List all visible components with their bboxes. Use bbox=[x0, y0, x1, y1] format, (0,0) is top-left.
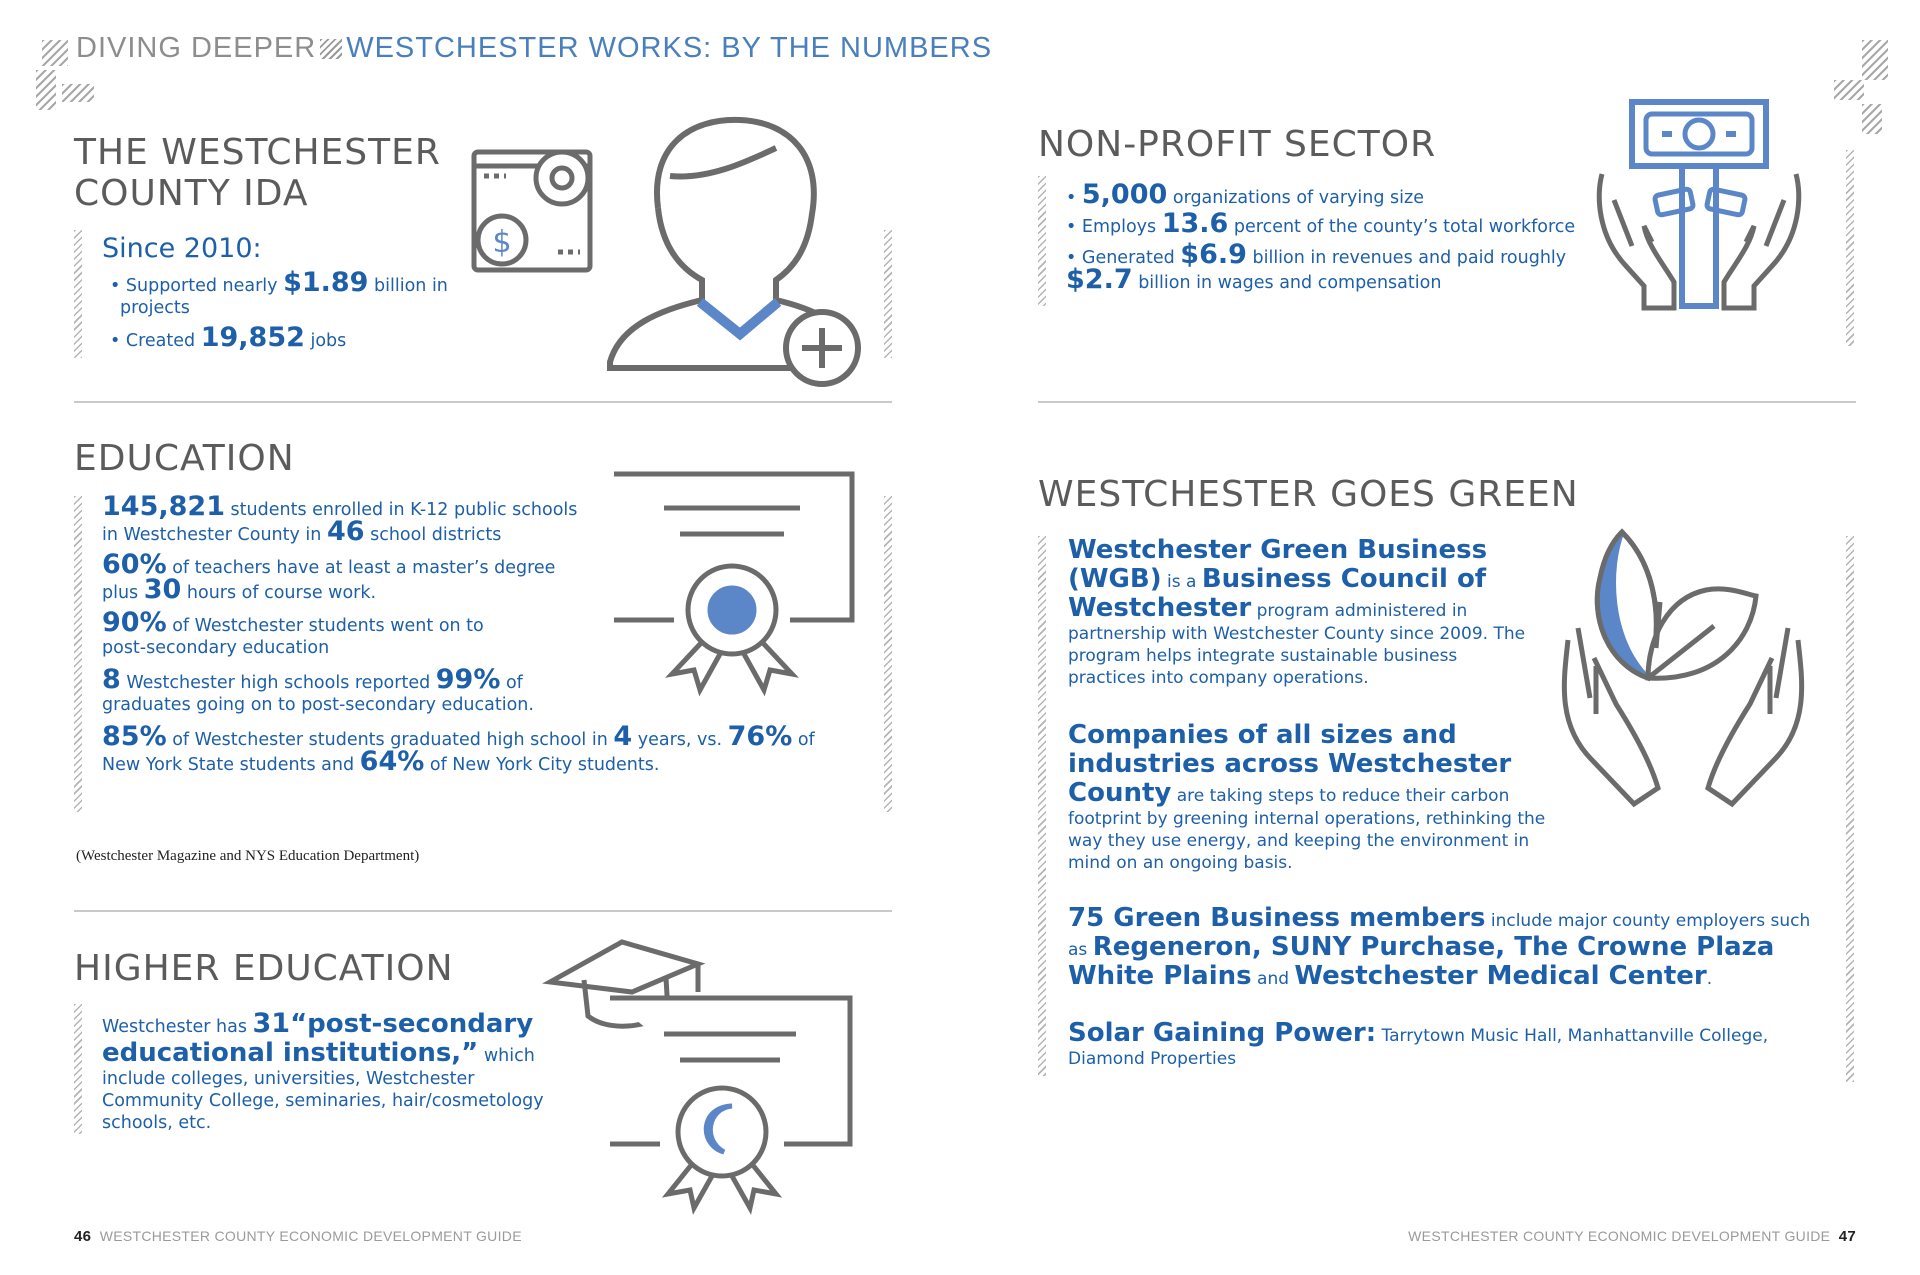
green-p3-t2: and bbox=[1251, 969, 1295, 989]
edu-s1-t2: school districts bbox=[364, 525, 502, 545]
header-separator bbox=[320, 39, 342, 59]
education-citation: (Westchester Magazine and NYS Education Department) bbox=[76, 848, 420, 864]
ida-since: Since 2010: bbox=[102, 233, 262, 264]
edu-s5-v4: 64% bbox=[359, 746, 425, 777]
higher-ed-left-bar bbox=[74, 1004, 82, 1134]
higher-ed-heading: HIGHER EDUCATION bbox=[74, 948, 454, 989]
running-header bbox=[76, 32, 992, 65]
edu-s5-v1: 85% bbox=[102, 721, 167, 752]
edu-s2-t2: hours of course work. bbox=[181, 583, 377, 603]
np-b3-text: billion in revenues and paid roughly bbox=[1246, 248, 1567, 268]
green-p1 bbox=[1068, 536, 1538, 689]
green-heading: WESTCHESTER GOES GREEN bbox=[1038, 474, 1579, 515]
green-p2 bbox=[1068, 721, 1548, 874]
corner-hatch-left bbox=[42, 40, 68, 66]
nonprofit-heading: NON-PROFIT SECTOR bbox=[1038, 124, 1437, 165]
green-right-bar bbox=[1846, 536, 1854, 1082]
svg-text:$: $ bbox=[492, 225, 512, 260]
ida-body bbox=[102, 232, 462, 352]
green-p3-t1: include major county employers such as bbox=[1068, 911, 1811, 960]
nonprofit-body bbox=[1066, 179, 1606, 295]
corner-hatch-left-3 bbox=[62, 84, 94, 102]
footer-left bbox=[74, 1228, 522, 1245]
edu-s1-t1: students enrolled in K-12 public schools in Westchester County in bbox=[102, 500, 578, 545]
edu-s3-v1: 90% bbox=[102, 607, 167, 638]
edu-s1-v2: 46 bbox=[326, 516, 365, 547]
green-p4-t1: Tarrytown Music Hall, Manhattanville College, Diamond Properties bbox=[1068, 1026, 1769, 1069]
edu-s3-t1: of Westchester students went on to post-secondary education bbox=[102, 616, 484, 658]
edu-s5-t2: years, vs. bbox=[632, 730, 728, 750]
footer-right-page: 47 bbox=[1838, 1228, 1856, 1245]
edu-stat-3 bbox=[102, 607, 522, 659]
edu-s5-t4: of New York City students. bbox=[424, 755, 660, 775]
leaf-hands-icon bbox=[1538, 528, 1828, 832]
gear-dollar-icon bbox=[462, 140, 602, 280]
nonprofit-left-bar bbox=[1038, 176, 1046, 306]
green-p4-b1: Solar Gaining Power: bbox=[1068, 1018, 1377, 1048]
edu-stat-2 bbox=[102, 549, 582, 605]
np-b3-pre: • Generated bbox=[1066, 248, 1181, 268]
header-title: WESTCHESTER WORKS: BY THE NUMBERS bbox=[346, 32, 993, 64]
green-p1-b1: Westchester Green Business (WGB) bbox=[1068, 535, 1488, 594]
education-right-bar bbox=[884, 496, 892, 812]
certificate-icon bbox=[610, 470, 860, 690]
edu-s2-t1: of teachers have at least a master’s degree plus bbox=[102, 558, 556, 603]
edu-s4-v2: 99% bbox=[435, 664, 501, 695]
green-p3-b1: 75 Green Business members bbox=[1068, 903, 1486, 933]
green-p1-b2: Business Council of Westchester bbox=[1068, 564, 1487, 623]
np-b1-bullet: • bbox=[1066, 188, 1082, 208]
green-p2-b1: Companies of all sizes and industries across Westchester County bbox=[1068, 720, 1512, 808]
ida-left-bar bbox=[74, 230, 82, 358]
green-p3-b3: Westchester Medical Center bbox=[1294, 961, 1707, 991]
higher-ed-pre: Westchester has bbox=[102, 1017, 253, 1037]
np-b3-text-2: billion in wages and compensation bbox=[1132, 273, 1442, 293]
edu-s5-t3: of New York State students and bbox=[102, 730, 815, 775]
corner-hatch-left-2 bbox=[36, 70, 56, 110]
green-p1-t2: program administered in partnership with Westchester County since 2009. The program helps integrate sustainable business practices into company operations. bbox=[1068, 601, 1526, 688]
edu-s1-v1: 145,821 bbox=[102, 491, 225, 522]
ida-b2-post: jobs bbox=[304, 331, 347, 351]
ida-right-bar bbox=[884, 230, 892, 358]
edu-s5-v3: 76% bbox=[727, 721, 793, 752]
green-p3 bbox=[1068, 904, 1828, 991]
ida-b2-value: 19,852 bbox=[200, 322, 305, 353]
corner-hatch-right-3 bbox=[1862, 104, 1882, 134]
np-b1-text: organizations of varying size bbox=[1167, 188, 1424, 208]
edu-s5-v2: 4 bbox=[613, 721, 633, 752]
ida-heading: THE WESTCHESTER COUNTY IDA bbox=[74, 132, 441, 214]
green-p1-t1: is a bbox=[1161, 572, 1202, 592]
edu-stat-5 bbox=[102, 721, 842, 777]
money-hands-icon bbox=[1592, 96, 1806, 312]
ida-b1-post: billion in projects bbox=[120, 276, 448, 318]
edu-s2-v2: 30 bbox=[143, 574, 182, 605]
np-b3-value-2: $2.7 bbox=[1066, 264, 1133, 295]
edu-stat-4 bbox=[102, 664, 582, 716]
divider-left-1 bbox=[74, 401, 892, 403]
np-b2-pre: • Employs bbox=[1066, 217, 1162, 237]
ida-b2-pre: • Created bbox=[110, 331, 201, 351]
green-p2-t1: are taking steps to reduce their carbon footprint by greening internal operations, rethinking the way they use energy, and keeping the environment in mind on an ongoing basis. bbox=[1068, 786, 1546, 873]
footer-left-text: WESTCHESTER COUNTY ECONOMIC DEVELOPMENT GUIDE bbox=[99, 1228, 522, 1244]
higher-ed-quote: “post-secondary educational institutions,” bbox=[102, 1009, 534, 1068]
edu-s4-t1: Westchester high schools reported bbox=[120, 673, 436, 693]
education-left-bar bbox=[74, 496, 82, 812]
corner-hatch-right bbox=[1862, 40, 1888, 80]
higher-ed-body bbox=[102, 1010, 572, 1134]
header-section: DIVING DEEPER bbox=[76, 32, 317, 64]
edu-s4-t2: of graduates going on to post-secondary education. bbox=[102, 673, 534, 715]
np-b2-text: percent of the county’s total workforce bbox=[1228, 217, 1576, 237]
ida-b1-value: $1.89 bbox=[283, 267, 369, 298]
green-left-bar bbox=[1038, 536, 1046, 1076]
graduation-certificate-icon bbox=[548, 932, 868, 1208]
np-b2-value: 13.6 bbox=[1161, 208, 1229, 239]
green-p3-b2: Regeneron, SUNY Purchase, The Crowne Plaza White Plains bbox=[1068, 932, 1775, 991]
corner-hatch-right-2 bbox=[1834, 80, 1864, 100]
education-heading: EDUCATION bbox=[74, 438, 295, 479]
footer-right-text: WESTCHESTER COUNTY ECONOMIC DEVELOPMENT GUIDE bbox=[1408, 1228, 1831, 1244]
np-b3-value: $6.9 bbox=[1180, 239, 1247, 270]
np-b1-value: 5,000 bbox=[1081, 179, 1168, 210]
higher-ed-post: which include colleges, universities, Westchester Community College, seminaries, hair/cosmetology schools, etc. bbox=[102, 1046, 544, 1133]
person-add-icon bbox=[600, 116, 870, 392]
edu-s4-v1: 8 bbox=[102, 664, 121, 695]
higher-ed-value: 31 bbox=[252, 1008, 291, 1039]
green-p4 bbox=[1068, 1019, 1828, 1070]
edu-s2-v1: 60% bbox=[102, 549, 167, 580]
edu-s5-t1: of Westchester students graduated high school in bbox=[166, 730, 614, 750]
ida-b1-pre: • Supported nearly bbox=[110, 276, 284, 296]
footer-left-page: 46 bbox=[74, 1228, 92, 1245]
divider-right-1 bbox=[1038, 401, 1856, 403]
nonprofit-right-bar bbox=[1846, 150, 1854, 346]
edu-stat-1 bbox=[102, 491, 582, 547]
green-p3-t3: . bbox=[1706, 969, 1713, 989]
divider-left-2 bbox=[74, 910, 892, 912]
footer-right bbox=[1408, 1228, 1856, 1245]
